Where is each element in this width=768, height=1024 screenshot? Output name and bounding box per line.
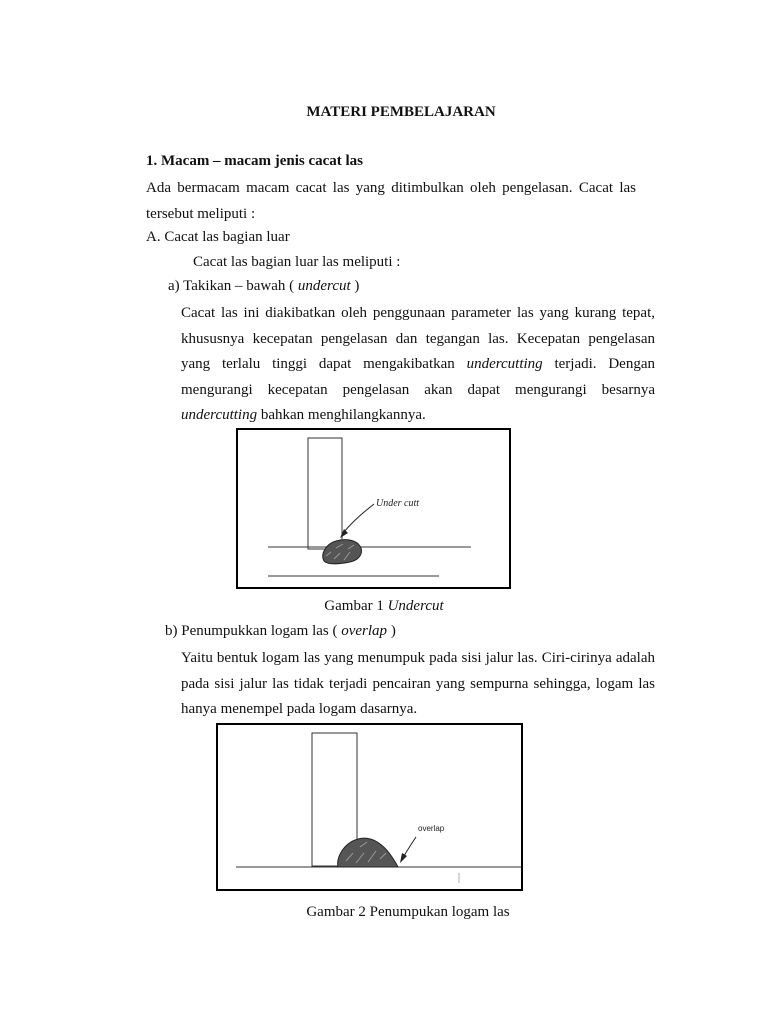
- item-b-body: Yaitu bentuk logam las yang menumpuk pada sisi jalur las. Ciri-cirinya adalah pada sisi jalur las tidak terjadi pencairan yang sempurna sehingga, logam las hanya menempel pada logam dasarnya.: [181, 650, 655, 717]
- figure1-caption-prefix: Gambar 1: [324, 598, 388, 614]
- page-title: MATERI PEMBELAJARAN: [306, 104, 496, 120]
- item-a-label-term: undercut: [297, 278, 351, 294]
- item-a-body-part3: bahkan menghilangkannya.: [257, 407, 426, 423]
- item-b-label-suffix: ): [387, 623, 396, 639]
- item-a-label-suffix: ): [350, 278, 360, 294]
- figure2-label: overlap: [418, 824, 445, 833]
- item-a-body-term2: undercutting: [181, 407, 258, 423]
- leader-line: [344, 504, 374, 532]
- figure2-caption: Gambar 2 Penumpukan logam las: [306, 904, 510, 920]
- figure-overlap: [216, 723, 523, 891]
- figure-undercut: [236, 428, 511, 589]
- item-a-body: [181, 301, 655, 429]
- leader-arrow: [400, 853, 407, 863]
- item-b-label: [165, 623, 396, 640]
- figure1-label: Under cutt: [376, 498, 420, 509]
- figure1-caption-term: Undercut: [387, 598, 444, 614]
- weld-bead: [338, 838, 398, 867]
- section-heading: 1. Macam – macam jenis cacat las: [146, 153, 364, 169]
- weld-bead: [323, 540, 362, 564]
- item-b-label-prefix: b) Penumpukkan logam las (: [165, 623, 342, 639]
- leader-line: [404, 837, 416, 856]
- subsection-a-heading: A. Cacat las bagian luar: [146, 229, 290, 245]
- figure1-caption: [0, 598, 768, 615]
- item-a-label-prefix: a) Takikan – bawah (: [168, 278, 298, 294]
- vertical-plate: [308, 438, 342, 549]
- leader-arrow: [340, 529, 348, 538]
- item-b-label-term: overlap: [341, 623, 388, 639]
- subsection-a-intro: Cacat las bagian luar las meliputi :: [193, 254, 401, 270]
- section-intro: Ada bermacam macam cacat las yang ditimbulkan oleh pengelasan. Cacat las tersebut meliputi :: [146, 180, 636, 222]
- item-a-label: [168, 278, 359, 295]
- item-a-body-part2: terjadi. Dengan mengurangi kecepatan pengelasan akan dapat mengurangi besarnya: [181, 356, 655, 398]
- item-a-body-term1: undercutting: [466, 356, 543, 372]
- item-a-body-part1: Cacat las ini diakibatkan oleh penggunaan parameter las yang kurang tepat, khususnya kecepatan pengelasan dan tegangan las. Kecepatan pengelasan yang terlalu tinggi dapat mengakibatkan: [181, 305, 655, 372]
- figure-frame: [237, 429, 510, 588]
